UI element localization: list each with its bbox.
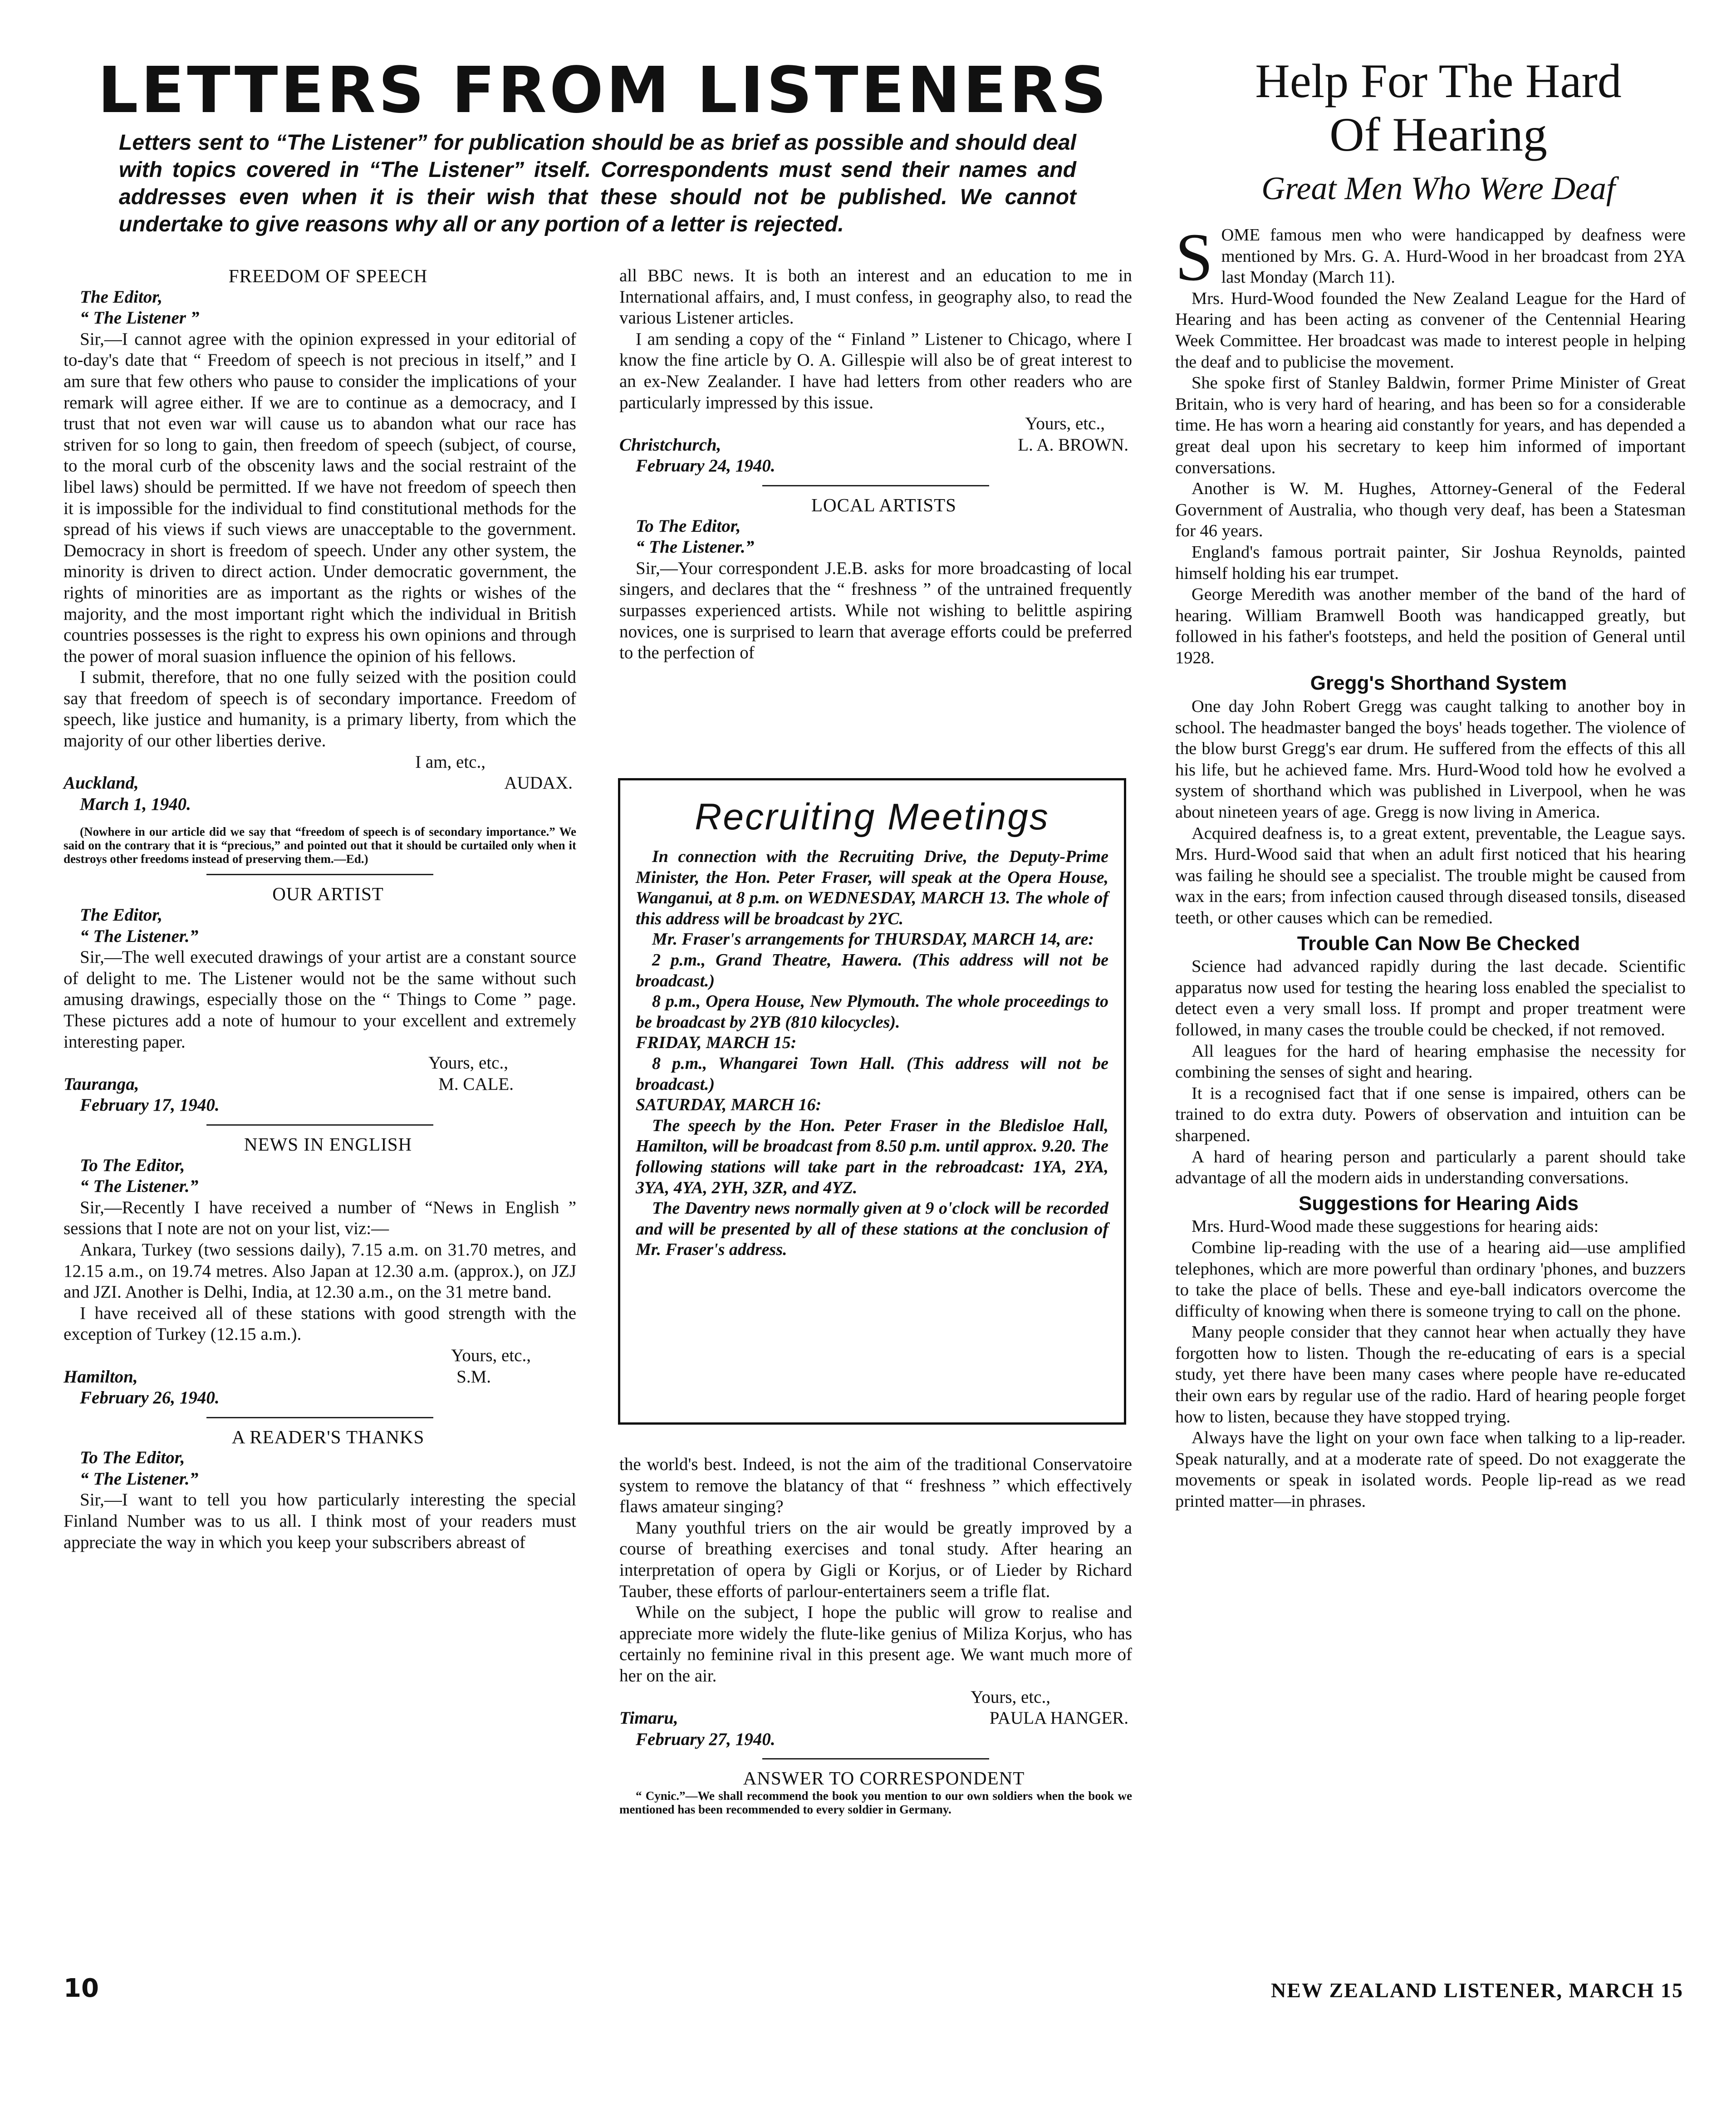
column-2 [619,265,1132,664]
letter-heading: NEWS IN ENGLISH [244,1133,412,1155]
article-paragraph: Mrs. Hurd-Wood founded the New Zealand League for the Hard of Hearing and has been acting as convener of the Centennial Hearing Week Committee. Her broadcast was made to interest people in helping the deaf and to publicise the movement. [1175,289,1686,372]
publication-footer: NEW ZEALAND LISTENER, MARCH 15 [1270,1979,1683,2002]
recruiting-paragraph: The Daventry news normally given at 9 o'clock will be recorded and will be presented by all of these stations at the conclusion of Mr. Fraser's address. [636,1199,1108,1259]
letter-body-continued: the world's best. Indeed, is not the aim of the traditional Conservatoire system to remove the blatancy of that “ freshness ” which effectively flaws amateur singing? [619,1455,1132,1517]
letter-heading: OUR ARTIST [272,883,384,905]
letter-heading: FREEDOM OF SPEECH [228,265,428,286]
recruiting-paragraph: 8 p.m., Opera House, New Plymouth. The whole proceedings to be broadcast by 2YB (810 kilocycles). [636,992,1108,1032]
article-paragraph: Many people consider that they cannot hear when actually they have forgotten how to listen. Though the re-educating of ears is a special study, yet there have been many cases where people have re-educated their own ears by regular use of the radio. Hard of hearing people forget how to listen, because they have stopped trying. [1175,1323,1686,1426]
article-paragraph: One day John Robert Gregg was caught talking to another boy in school. The headmaster banged the boys' heads together. The violence of the blow burst Gregg's ear drum. He suffered from the effects of this all his life, but he achieved fame. Mrs. Hurd-Wood told how he evolved a system of shorthand which was published in Liverpool, when he was about nineteen years of age. Gregg is now living in America. [1175,697,1686,822]
article-paragraph: Mrs. Hurd-Wood made these suggestions for hearing aids: [1192,1217,1599,1236]
recruiting-box [618,778,1126,1425]
letter-salutation: The Editor, [80,905,163,925]
letter-date: February 26, 1940. [80,1388,220,1408]
letter-signer: PAULA HANGER. [989,1708,1128,1728]
article-paragraph: Always have the light on your own face when talking to a lip-reader. Speak naturally, and at a moderate rate of speed. Do not exaggerate the movements or speak in isolated words. People lip-read as we read printed matter—in phrases. [1175,1428,1686,1511]
letter-body: Sir,—Your correspondent J.E.B. asks for more broadcasting of local singers, and declares that the “ freshness ” of the untrained frequently surpasses experienced artists. While not wishing to belittle aspiring novices, one is surprised to learn that average efforts could be preferred to the perfection of [619,558,1132,663]
article-subheading: Trouble Can Now Be Checked [1297,932,1580,955]
letter-closing: I am, etc., [415,752,485,772]
letter-body: Sir,—I want to tell you how particularly interesting the special Finland Number was to us all. I think most of your readers must appreciate the way in which you keep your subscribers abreast of [64,1490,576,1552]
recruiting-title: Recruiting Meetings [695,796,1049,838]
intro-note: Letters sent to “The Listener” for publication should be as brief as possible and should deal with topics covered in “The Listener” itself. Correspondents must send their names and addresses even when it is their wish that these should not be published. We cannot undertake to give reasons why all or any portion of a letter is rejected. [119,131,1076,236]
letter-place: Auckland, [64,773,139,793]
article-subheading: Gregg's Shorthand System [1310,672,1567,695]
letter-body: Sir,—I cannot agree with the opinion expressed in your editorial of to-day's date that “ Freedom of speech is not precious in itself,” and I am sure that few others who pause to consider the implications of your remark will agree either. If we are to continue as a democracy, and I trust that not even war will cause us to abandon what our race has striven for so long to gain, then freedom of speech (subject, of course, to the moral curb of the obscenity laws and the social restraint of the libel laws) should be permitted. If we have not freedom of speech then it is impossible for the individual to find constitutional methods for the spread of his views if such views are unacceptable to the government. Democracy in short is freedom of speech. Under any other system, the minority is driven to direct action. Under democratic government, the rights of minorities are as important as the rights or wishes of the majority, and the most important right which the individual in British countries possesses is the right to express his own opinions and through the power of moral suasion influence the opinion of his fellows. [64,329,576,666]
letter-paper-name: “ The Listener.” [80,926,199,946]
article-paragraph: All leagues for the hard of hearing emphasise the necessity for combining the senses of sight and hearing. [1175,1041,1686,1082]
letter-place: Timaru, [619,1708,678,1728]
letter-news-in-english [64,1134,576,1409]
letter-local-artists [619,495,1132,664]
article-lead-text: OME famous men who were handicapped by deafness were mentioned by Mrs. G. A. Hurd-Wood in her broadcast from 2YA last Monday (March 11). [1221,225,1686,287]
column-1 [64,265,576,1553]
answer-to-correspondent [619,1768,1132,1816]
letter-paper-name: “ The Listener.” [636,537,755,557]
article-paragraph [1175,220,1686,295]
letter-place: Hamilton, [64,1367,138,1387]
letter-signer: AUDAX. [504,773,573,793]
article-paragraph: She spoke first of Stanley Baldwin, former Prime Minister of Great Britain, who is very hard of hearing, and has been so for a considerable time. He has worn a hearing aid constantly for years, and has depended a great deal upon his secretary to keep him informed of important conversations. [1175,373,1686,477]
letter-salutation: To The Editor, [636,516,741,536]
letter-body: I submit, therefore, that no one fully seized with the position could say that freedom of speech is of secondary importance. Freedom of speech, like justice and humanity, is a primary liberty, from which the majority of our other liberties derive. [64,667,576,751]
letter-date: February 24, 1940. [636,456,775,476]
letter-paper-name: “ The Listener.” [80,1176,199,1196]
article-paragraph: Acquired deafness is, to a great extent, preventable, the League says. Mrs. Hurd-Wood said that when an adult first noticed that his hearing was failing he should see a specialist. The trouble might be caused from wax in the ears; from infection caused through diseased tonsils, diseased teeth, or other causes which can be remedied. [1175,823,1686,927]
letter-date: February 17, 1940. [80,1095,220,1115]
letter-body-continued: all BBC news. It is both an interest and an education to me in International affairs, and, I must confess, in geography also, to read the various Listener articles. [619,266,1132,328]
recruiting-paragraph: The speech by the Hon. Peter Fraser in the Bledisloe Hall, Hamilton, will be broadcast from 8.50 p.m. until approx. 9.20. The following stations will take part in the rebroadcast: 1YA, 2YA, 3YA, 4YA, 2YH, 3ZR, and 4YZ. [636,1116,1108,1197]
page-title: LETTERS FROM LISTENERS [98,54,1109,127]
letter-signer: S.M. [456,1367,491,1387]
article-paragraph: A hard of hearing person and particularly a parent should take advantage of all the modern aids in understanding conversations. [1175,1147,1686,1188]
answer-heading: ANSWER TO CORRESPONDENT [743,1768,1025,1789]
letter-body: Sir,—The well executed drawings of your artist are a constant source of delight to me. The Listener would not be the same without such amusing drawings, especially those on the “ Things to Come ” page. These pictures add a note of humour to your excellent and extremely interesting paper. [64,947,576,1052]
article-paragraph: George Meredith was another member of the band of the hard of hearing. William Bramwell Booth was handicapped greatly, but followed in his father's footsteps, and held the position of General until 1928. [1175,585,1686,667]
letter-date: February 27, 1940. [636,1729,775,1749]
letter-salutation: To The Editor, [80,1448,185,1468]
recruiting-paragraph: Mr. Fraser's arrangements for THURSDAY, MARCH 14, are: [652,930,1094,949]
letter-closing: Yours, etc., [1025,414,1105,434]
letter-salutation: The Editor, [80,287,163,307]
recruiting-day: FRIDAY, MARCH 15: [636,1033,797,1053]
letter-date: March 1, 1940. [80,794,191,814]
letter-salutation: To The Editor, [80,1155,185,1175]
letter-body: Ankara, Turkey (two sessions daily), 7.15 a.m. on 31.70 metres, and 12.15 a.m., on 19.74 metres. Also Japan at 12.30 a.m. (approx.), on JZJ and JZI. Another is Delhi, India, at 12.30 a.m., on the 31 metre band. [64,1240,576,1302]
letter-body: I am sending a copy of the “ Finland ” Listener to Chicago, where I know the fine article by O. A. Gillespie will also be of great interest to an ex-New Zealander. I have had letters from other readers who are particularly impressed by this issue. [619,329,1132,412]
letter-closing: Yours, etc., [971,1687,1050,1707]
column-2-lower [619,1454,1132,1816]
article-paragraph: England's famous portrait painter, Sir Joshua Reynolds, painted himself holding his ear trumpet. [1175,542,1686,583]
letter-closing: Yours, etc., [428,1053,508,1073]
recruiting-day: SATURDAY, MARCH 16: [636,1095,822,1115]
editor-note: (Nowhere in our article did we say that “freedom of speech is of secondary importance.” We said on the contrary that it is “precious,” and pointed out that it should be curtailed only when it destroys other freedoms instead of preserving them.—Ed.) [64,825,576,866]
recruiting-paragraph: 2 p.m., Grand Theatre, Hawera. (This address will not be broadcast.) [636,950,1108,990]
article-paragraph: Science had advanced rapidly during the last decade. Scientific apparatus now used for testing the hearing loss enabled the specialist to detect even a very small loss. If prompt and proper treatment were followed, in many cases the trouble could be checked, if not removed. [1175,957,1686,1039]
letter-heading: LOCAL ARTISTS [811,494,956,515]
letter-our-artist [64,883,576,1116]
letter-body: Many youthful triers on the air would be greatly improved by a course of breathing exercises and tonal study. After hearing an interpretation of opera by Gigli or Korjus, or of Lieder by Richard Tauber, these efforts of parlour-entertainers seem a trifle flat. [619,1518,1132,1601]
letter-body: While on the subject, I hope the public will grow to realise and appreciate more widely the flute-like genius of Miliza Korjus, who has certainly no feminine rival in this present age. We want much more of her on the air. [619,1603,1132,1686]
recruiting-paragraph: 8 p.m., Whangarei Town Hall. (This address will not be broadcast.) [636,1054,1108,1094]
letter-body: Sir,—Recently I have received a number of “News in English ” sessions that I note are not on your list, viz:— [64,1197,576,1239]
article-paragraph: It is a recognised fact that if one sense is impaired, others can be trained to do extra duty. Powers of observation and intuition can be sharpened. [1175,1083,1686,1145]
article-paragraph: Another is W. M. Hughes, Attorney-General of the Federal Government of Australia, who though very deaf, has been a Statesman for 46 years. [1175,479,1686,541]
article-subtitle: Great Men Who Were Deaf [1261,170,1615,206]
article-subheading: Suggestions for Hearing Aids [1299,1192,1579,1215]
letter-closing: Yours, etc., [451,1345,531,1365]
letter-heading: A READER'S THANKS [231,1426,425,1447]
letter-place: Tauranga, [64,1074,139,1094]
article-title-line: Of Hearing [1329,108,1547,161]
letter-paper-name: “ The Listener.” [80,1469,199,1489]
article-title [1171,54,1706,162]
letter-body: I have received all of these stations with good strength with the exception of Turkey (12.15 a.m.). [64,1303,576,1344]
letter-signer: L. A. BROWN. [1018,435,1128,455]
article-paragraph: Combine lip-reading with the use of a hearing aid—use amplified telephones, which are more powerful than ordinary 'phones, and buzzers to take the place of bells. These and eye-ball indicators overcome the difficulty of knowing when there is someone trying to call on the phone. [1175,1238,1686,1321]
article-body [1175,220,1686,1512]
letter-place: Christchurch, [619,435,721,455]
letter-freedom-of-speech [64,265,576,866]
article-title-line: Help For The Hard [1255,54,1622,108]
letter-readers-thanks [64,1426,576,1554]
letter-signer: M. CALE. [438,1074,514,1094]
recruiting-paragraph: In connection with the Recruiting Drive, the Deputy-Prime Minister, the Hon. Peter Fraser, will speak at the Opera House, Wanganui, at 8 p.m. on WEDNESDAY, MARCH 13. The whole of this address will be broadcast by 2YC. [636,847,1108,928]
answer-text: “ Cynic.”—We shall recommend the book you mention to our own soldiers when the book we mentioned has been recommended to every soldier in Germany. [619,1789,1132,1816]
drop-cap: S [1175,220,1213,295]
letter-paper-name: “ The Listener ” [80,308,200,328]
page-number: 10 [64,1974,99,2003]
